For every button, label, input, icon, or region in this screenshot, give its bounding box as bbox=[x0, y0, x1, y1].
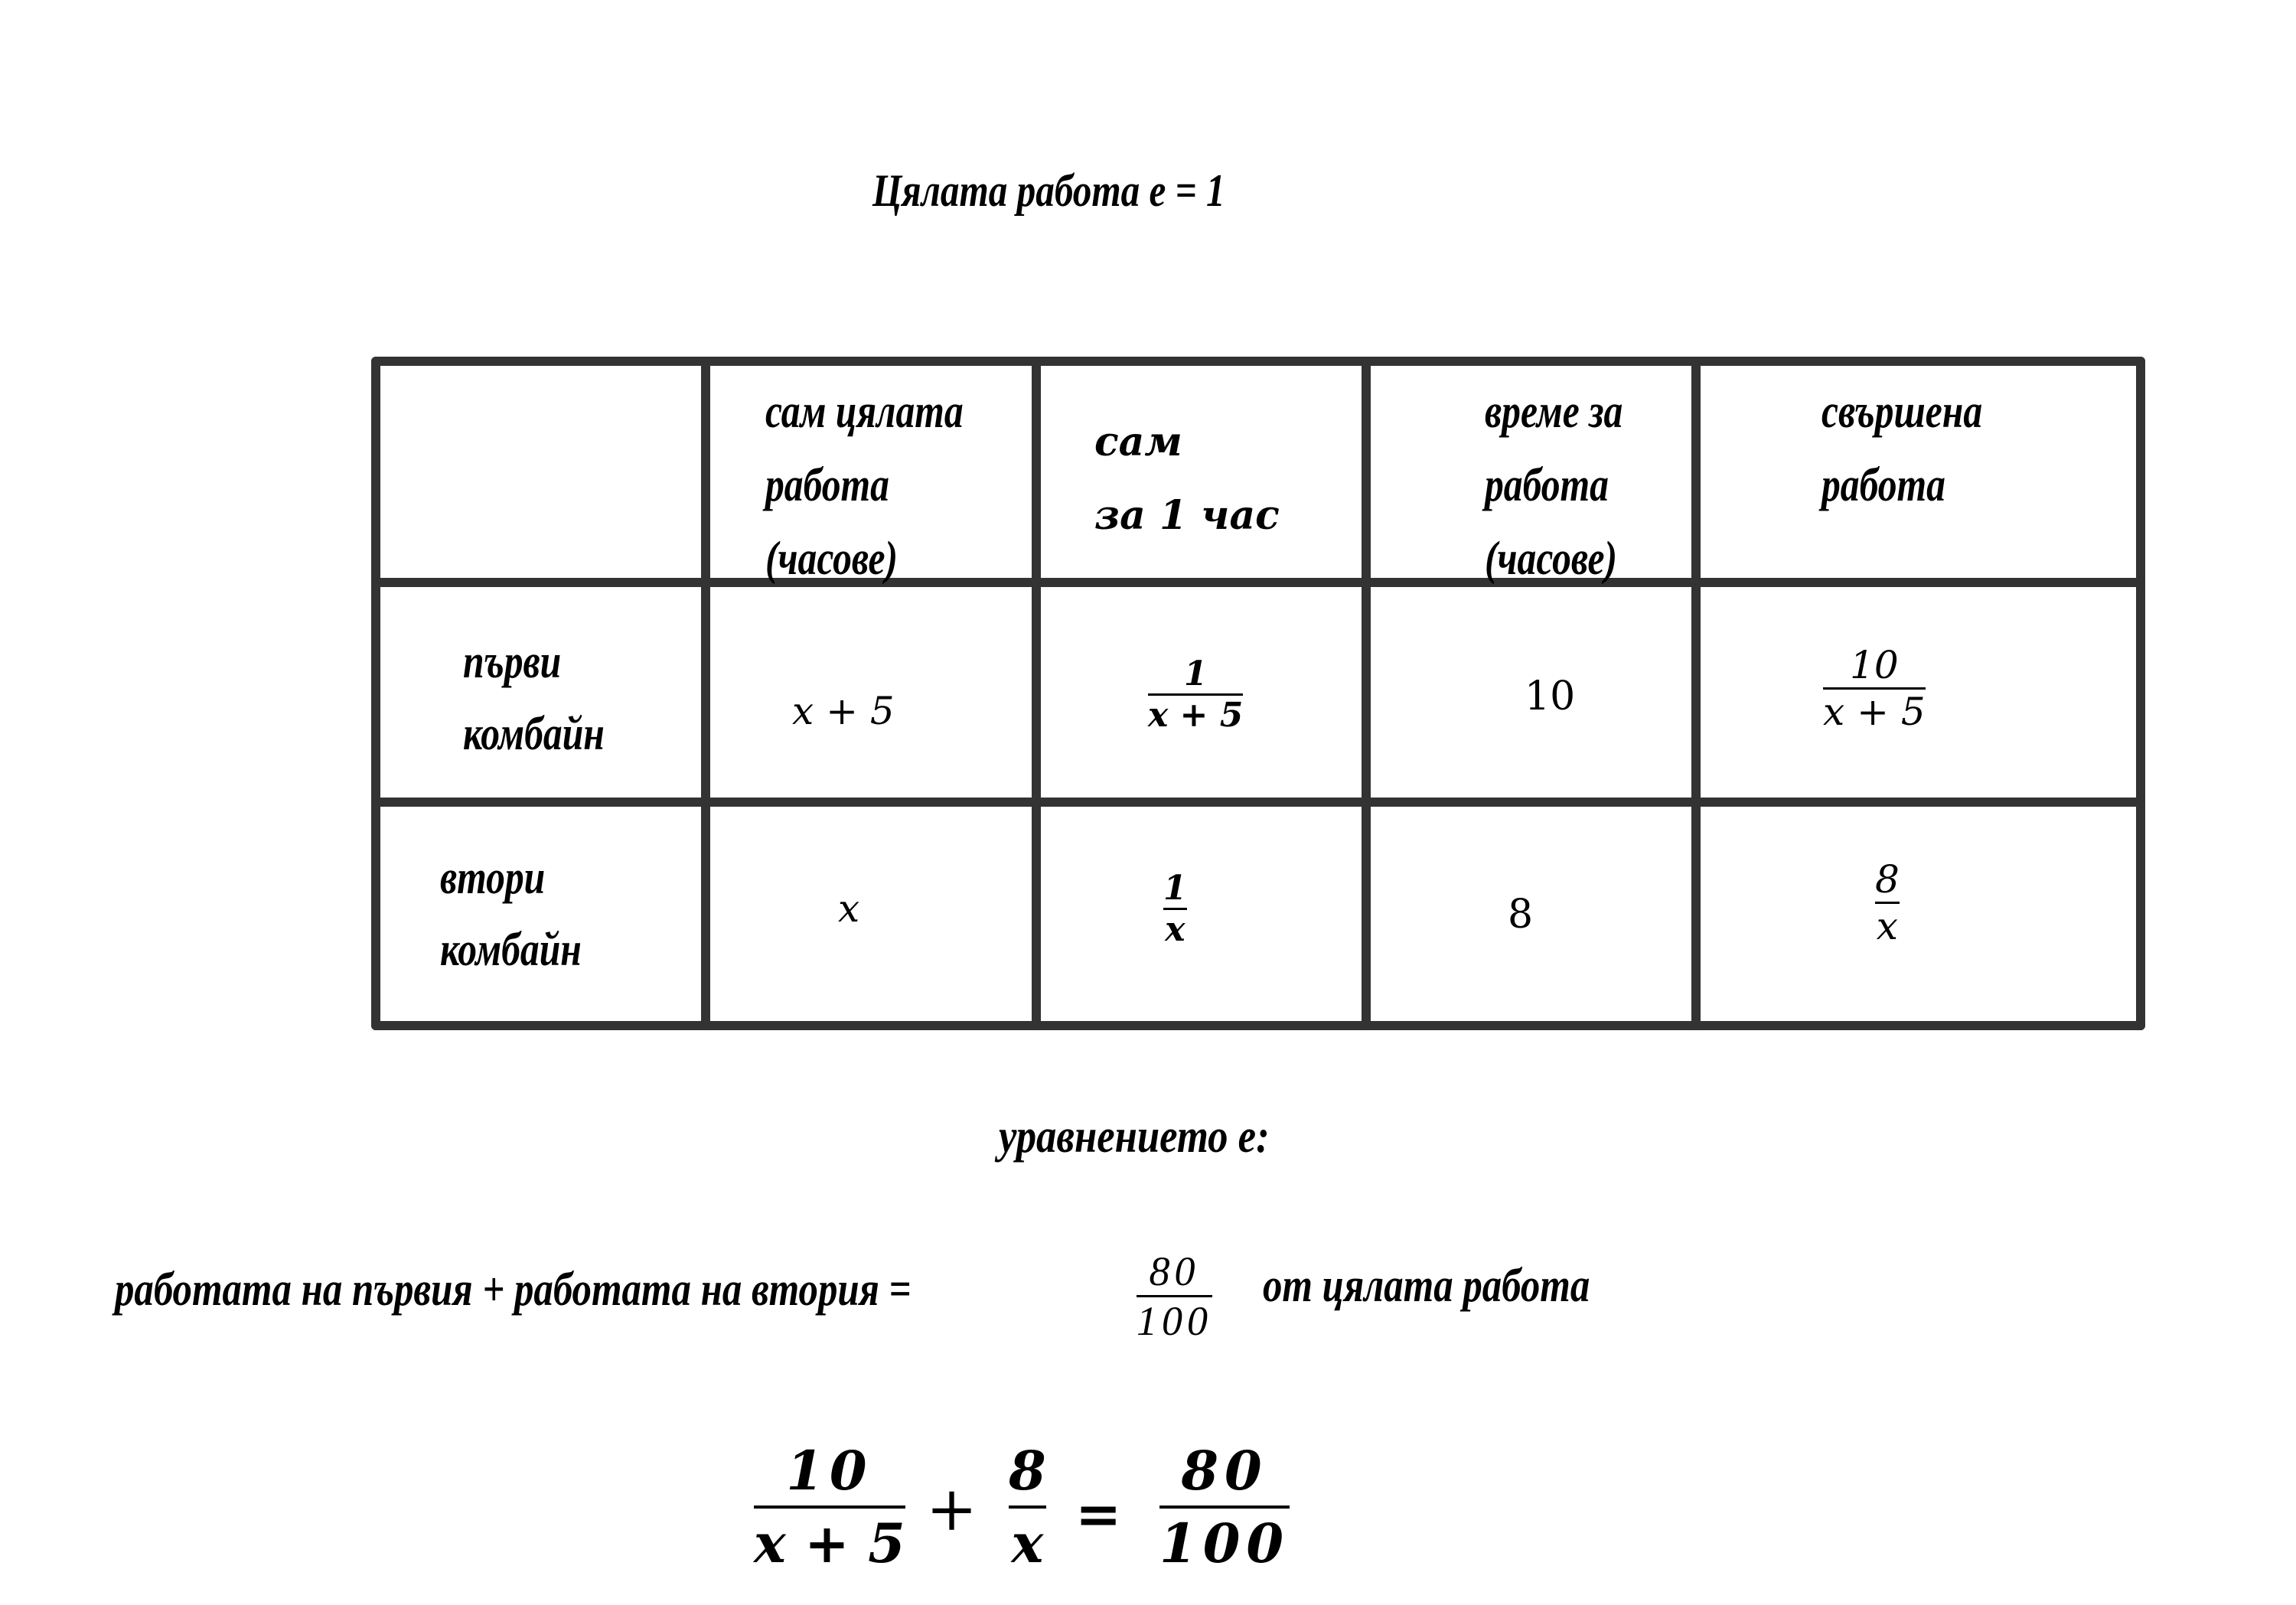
fraction-bar bbox=[1009, 1506, 1046, 1509]
header-line: (часове) bbox=[765, 533, 899, 585]
fraction-numerator: 8 bbox=[1009, 1439, 1046, 1502]
table-line bbox=[2136, 357, 2145, 1030]
table-line bbox=[371, 1021, 2145, 1030]
fraction-denominator: 100 bbox=[1137, 1298, 1212, 1344]
header-per-hour bbox=[1094, 406, 1280, 553]
table-line bbox=[1691, 357, 1701, 1030]
cell-per-hour-first bbox=[1148, 654, 1243, 735]
table-line bbox=[701, 357, 710, 1030]
header-work-time bbox=[1485, 375, 1623, 595]
sentence-right: от цялата работа bbox=[1263, 1260, 1590, 1312]
cell-work-done-second bbox=[1875, 857, 1900, 948]
fraction-numerator: 10 bbox=[1850, 643, 1899, 687]
equation-term1 bbox=[754, 1439, 905, 1575]
fraction-numerator: 1 bbox=[1163, 869, 1187, 908]
header-line: работа bbox=[1485, 459, 1609, 511]
fraction-numerator: 1 bbox=[1183, 654, 1208, 693]
header-line: (часове) bbox=[1485, 533, 1618, 585]
fraction-numerator: 80 bbox=[1149, 1248, 1200, 1294]
fraction-denominator: x + 5 bbox=[1148, 696, 1244, 735]
table-line bbox=[371, 578, 2145, 587]
cell-work-done-first bbox=[1823, 643, 1926, 734]
equation-term2 bbox=[1009, 1439, 1046, 1575]
sentence-fraction bbox=[1137, 1248, 1212, 1345]
table-line bbox=[1362, 357, 1371, 1030]
row-label-line: втори bbox=[440, 852, 546, 904]
header-work-done bbox=[1821, 375, 1982, 522]
header-line: работа bbox=[765, 459, 889, 511]
fraction-denominator: x + 5 bbox=[754, 1512, 905, 1575]
header-line: свършена bbox=[1821, 386, 1983, 438]
header-line: време за bbox=[1485, 386, 1623, 438]
fraction-denominator: x bbox=[1011, 1512, 1044, 1575]
row-label-line: първи bbox=[463, 636, 562, 688]
header-line: за 1 час bbox=[1094, 492, 1280, 539]
cell-work-time-first: 10 bbox=[1525, 674, 1576, 719]
cell-work-time-second: 8 bbox=[1508, 892, 1534, 938]
table-line bbox=[1032, 357, 1041, 1030]
table-line bbox=[371, 798, 2145, 807]
equals-sign: = bbox=[1075, 1481, 1122, 1546]
fraction-numerator: 8 bbox=[1875, 857, 1900, 902]
row-label-line: комбайн bbox=[440, 924, 582, 976]
equation-label: уравнението е: bbox=[999, 1111, 1270, 1163]
row-label-second-combine bbox=[440, 842, 582, 986]
header-line: сам цялата bbox=[765, 386, 964, 438]
fraction-denominator: x + 5 bbox=[1823, 690, 1926, 734]
sentence-left: работата на първия + работата на втория = bbox=[115, 1264, 912, 1316]
table-line bbox=[371, 357, 2145, 366]
fraction-numerator: 80 bbox=[1181, 1439, 1268, 1502]
fraction-denominator: 100 bbox=[1159, 1512, 1290, 1575]
table-line bbox=[371, 357, 380, 1030]
fraction-numerator: 10 bbox=[786, 1439, 873, 1502]
header-line: работа bbox=[1821, 459, 1945, 511]
fraction-bar bbox=[1159, 1506, 1290, 1509]
cell-whole-time-first: x + 5 bbox=[792, 689, 895, 733]
plus-sign: + bbox=[926, 1473, 978, 1545]
cell-whole-time-second: x bbox=[838, 886, 860, 931]
header-line: сам bbox=[1094, 419, 1182, 465]
fraction-denominator: x bbox=[1876, 904, 1898, 948]
fraction-denominator: x bbox=[1165, 910, 1186, 949]
row-label-line: комбайн bbox=[463, 708, 605, 760]
equation-rhs bbox=[1159, 1439, 1290, 1575]
row-label-first-combine bbox=[463, 626, 605, 770]
fraction-bar bbox=[754, 1506, 905, 1509]
cell-per-hour-second bbox=[1163, 869, 1187, 949]
page-title: Цялата работа е = 1 bbox=[872, 165, 1225, 216]
header-whole-time bbox=[765, 375, 964, 595]
